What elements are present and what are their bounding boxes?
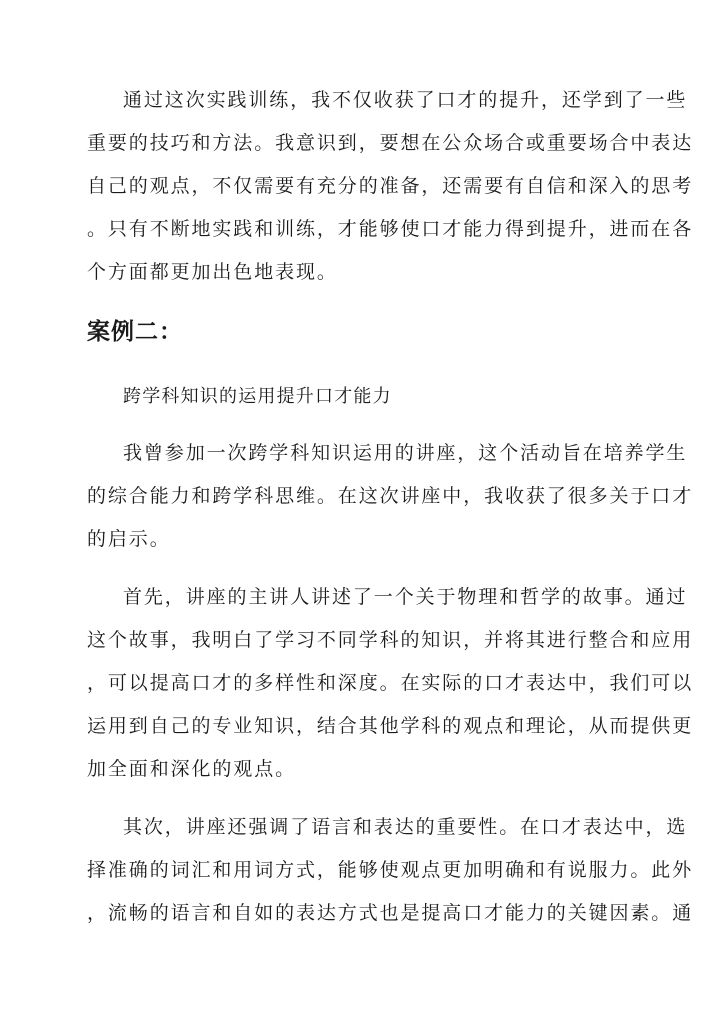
- paragraph-line: 通过这次实践训练，我不仅收获了口才的提升，还学到了一些: [123, 89, 688, 111]
- paragraph-line: 我曾参加一次跨学科知识运用的讲座，这个活动旨在培养学生: [123, 442, 688, 464]
- paragraph-line: 其次，讲座还强调了语言和表达的重要性。在口才表达中，选: [123, 816, 688, 838]
- paragraph-line: 的综合能力和跨学科思维。在这次讲座中，我收获了很多关于口才: [87, 485, 694, 507]
- paragraph-line: 运用到自己的专业知识，结合其他学科的观点和理论，从而提供更: [87, 715, 694, 737]
- paragraph-line: 首先，讲座的主讲人讲述了一个关于物理和哲学的故事。通过: [123, 586, 688, 608]
- section-subtitle: 跨学科知识的运用提升口才能力: [123, 386, 392, 407]
- paragraph-line: 加全面和深化的观点。: [87, 758, 297, 780]
- paragraph-line: 重要的技巧和方法。我意识到，要想在公众场合或重要场合中表达: [87, 132, 694, 154]
- section-heading: 案例二：: [87, 318, 183, 345]
- paragraph-line: 个方面都更加出色地表现。: [87, 261, 338, 283]
- paragraph-line: ，可以提高口才的多样性和深度。在实际的口才表达中，我们可以: [87, 672, 694, 694]
- paragraph-line: ，流畅的语言和自如的表达方式也是提高口才能力的关键因素。通: [87, 902, 694, 924]
- paragraph-line: 的启示。: [87, 528, 171, 550]
- paragraph-line: 择准确的词汇和用词方式，能够使观点更加明确和有说服力。此外: [87, 859, 694, 881]
- paragraph-line: 。只有不断地实践和训练，才能够使口才能力得到提升，进而在各: [87, 218, 694, 240]
- paragraph-line: 自己的观点，不仅需要有充分的准备，还需要有自信和深入的思考: [87, 175, 694, 197]
- paragraph-line: 这个故事，我明白了学习不同学科的知识，并将其进行整合和应用: [87, 629, 694, 651]
